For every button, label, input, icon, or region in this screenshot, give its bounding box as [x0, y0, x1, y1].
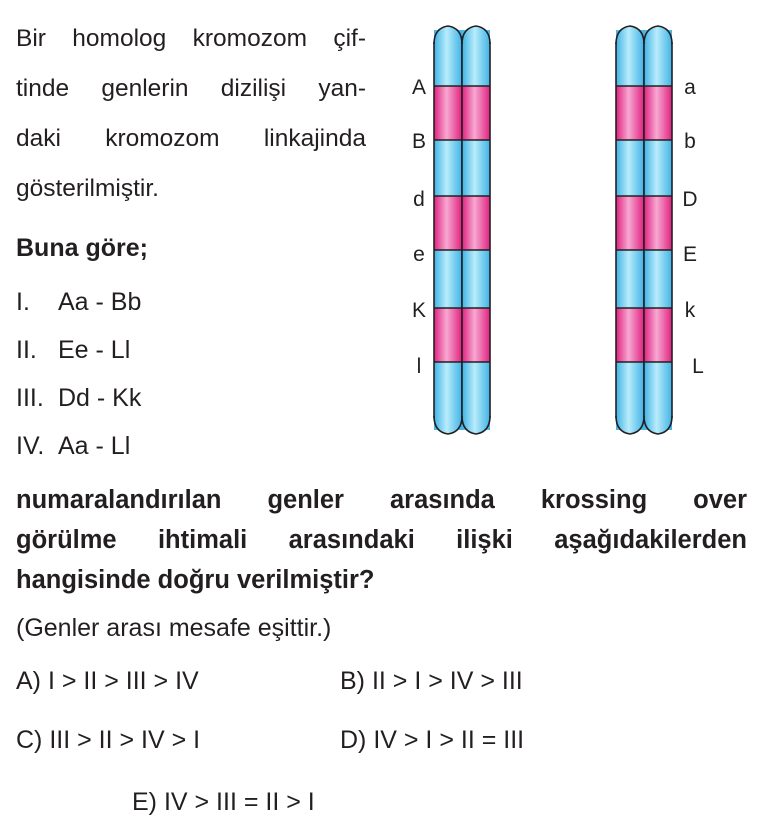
question-line: numaralandırılan genler arasında krossing over [16, 486, 747, 514]
chromosome-segment-pink [644, 86, 672, 140]
chromosome-cap-bottom [644, 416, 672, 434]
item-number: II. [16, 336, 37, 364]
chromosome-cap-top [462, 26, 490, 44]
item-text: Aa - Bb [58, 288, 142, 316]
chromosome-segment-pink [616, 86, 644, 140]
chromosome-cap-bottom [434, 416, 462, 434]
chromosome-segment-pink [616, 196, 644, 250]
chromosome-segment-pink [644, 308, 672, 362]
chromosome-cap-bottom [616, 416, 644, 434]
chromosome-segment-blue [434, 250, 462, 308]
gene-label-left: K [411, 299, 426, 322]
gene-label-right: E [682, 243, 697, 266]
chromosome-segment-pink [462, 86, 490, 140]
gene-label-left: d [413, 188, 425, 211]
chromosome-cap-bottom [462, 416, 490, 434]
chromosome-cap-top [644, 26, 672, 44]
chromosome-segment-pink [434, 196, 462, 250]
option-b[interactable]: B) II > I > IV > III [340, 667, 523, 695]
option-d[interactable]: D) IV > I > II = III [340, 726, 525, 754]
chromosome-segment-blue [644, 140, 672, 196]
chromosome-segment-pink [644, 196, 672, 250]
gene-label-right: D [682, 188, 698, 211]
item-number: III. [16, 384, 44, 412]
question-text [16, 480, 747, 600]
item-text: Ee - Ll [58, 336, 131, 364]
chromosome-segment-pink [462, 308, 490, 362]
chromosome-cap-top [616, 26, 644, 44]
gene-label-left: e [413, 243, 425, 266]
chromosome-segment-blue [462, 250, 490, 308]
gene-label-left: A [411, 76, 426, 99]
chromosome-segment-blue [616, 140, 644, 196]
intro-line: tinde genlerin dizilişi yan- [16, 75, 366, 102]
chromosome-segment-pink [616, 308, 644, 362]
gene-label-right: b [684, 130, 696, 153]
option-c[interactable]: C) III > II > IV > I [16, 726, 201, 754]
chromosome-left [434, 26, 490, 434]
gene-label-right: k [684, 299, 696, 322]
chromosome-segment-blue [434, 140, 462, 196]
chromosome-right [616, 26, 672, 434]
chromosome-segment-pink [462, 196, 490, 250]
question-line: görülme ihtimali arasındaki ilişki aşağıdakilerden [16, 526, 747, 554]
gene-label-right: L [692, 355, 704, 378]
option-e[interactable]: E) IV > III = II > I [132, 788, 315, 816]
intro-line: Bir homolog kromozom çif- [16, 25, 366, 52]
gene-label-right: a [684, 76, 696, 99]
item-text: Aa - Ll [58, 432, 131, 460]
note-text: (Genler arası mesafe eşittir.) [16, 614, 332, 642]
question-line: hangisinde doğru verilmiştir? [16, 566, 375, 594]
item-number: IV. [16, 432, 45, 460]
lead-text: Buna göre; [16, 234, 148, 262]
option-a[interactable]: A) I > II > III > IV [16, 667, 199, 695]
intro-line: daki kromozom linkajinda [16, 125, 366, 152]
chromosome-cap-top [434, 26, 462, 44]
item-number: I. [16, 288, 30, 316]
gene-label-left: l [416, 355, 422, 378]
gene-label-left: B [411, 130, 426, 153]
intro-line: gösterilmiştir. [16, 175, 159, 202]
item-text: Dd - Kk [58, 384, 142, 412]
chromosome-segment-pink [434, 86, 462, 140]
chromosome-segment-blue [462, 140, 490, 196]
chromosome-segment-blue [644, 250, 672, 308]
chromosome-segment-pink [434, 308, 462, 362]
chromosome-segment-blue [616, 250, 644, 308]
